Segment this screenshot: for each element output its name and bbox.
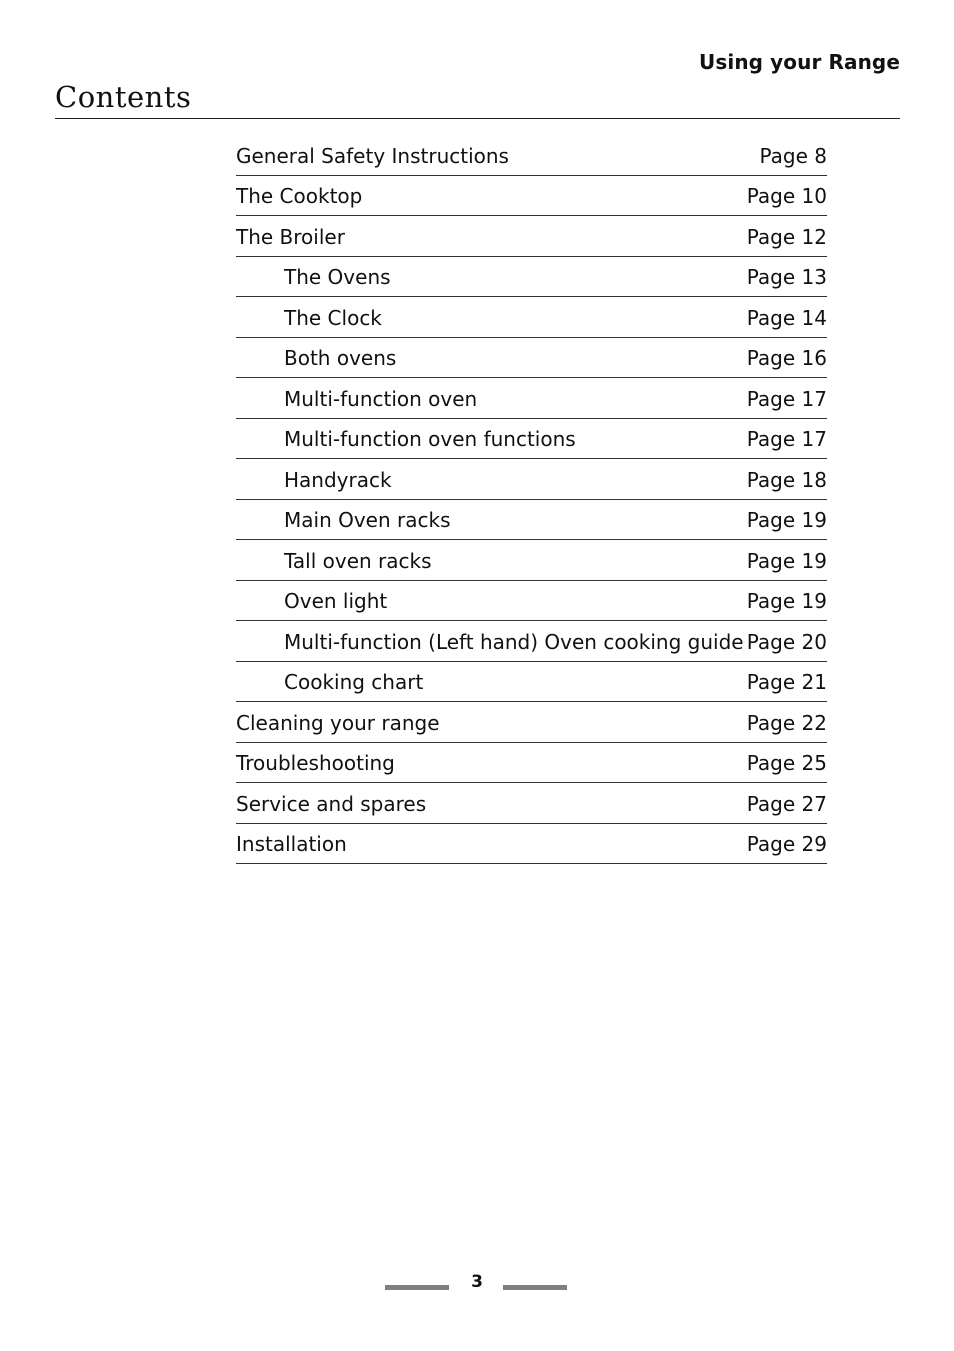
toc-row[interactable] (236, 662, 827, 703)
toc-entry-label: Troubleshooting (236, 751, 395, 775)
toc-entry-page: Page 13 (746, 265, 827, 289)
section-title: Using your Range (699, 50, 900, 74)
toc-row[interactable] (236, 135, 827, 176)
toc-row[interactable] (236, 702, 827, 743)
toc-entry-label: Service and spares (236, 791, 427, 816)
toc-entry-page: Page 22 (746, 710, 827, 735)
footer-bar-left (385, 1285, 449, 1290)
toc-entry-page: Page 17 (746, 386, 827, 411)
toc-entry-label: Multi-function (Left hand) Oven cooking guide (284, 629, 744, 654)
toc-entry-label: General Safety Instructions (236, 143, 509, 168)
toc-entry-page: Page 19 (746, 589, 827, 613)
toc-row[interactable] (236, 216, 827, 257)
toc-row[interactable] (236, 824, 827, 865)
toc-entry-page: Page 25 (746, 751, 827, 775)
toc-entry-page: Page 8 (759, 143, 827, 168)
toc-entry-label: Oven light (284, 589, 388, 613)
toc-entry-page: Page 20 (746, 629, 827, 654)
toc-entry-page: Page 21 (746, 670, 827, 694)
toc-row[interactable] (236, 297, 827, 338)
toc-row[interactable] (236, 581, 827, 622)
toc-entry-label: The Clock (284, 305, 382, 330)
toc-entry-label: Multi-function oven functions (284, 427, 576, 451)
toc-row[interactable] (236, 459, 827, 500)
toc-entry-label: Multi-function oven (284, 386, 478, 411)
toc-entry-page: Page 17 (746, 427, 827, 451)
toc-entry-label: Handyrack (284, 467, 392, 492)
toc-entry-label: Both ovens (284, 346, 397, 370)
toc-entry-label: Cleaning your range (236, 710, 440, 735)
page-title: Contents (55, 80, 192, 114)
page-number: 3 (471, 1272, 483, 1292)
toc-entry-page: Page 16 (746, 346, 827, 370)
toc-entry-page: Page 18 (746, 467, 827, 492)
toc-entry-page: Page 19 (746, 508, 827, 532)
toc-entry-page: Page 27 (746, 791, 827, 816)
toc-entry-page: Page 29 (746, 832, 827, 856)
toc-row[interactable] (236, 176, 827, 217)
toc-entry-label: The Cooktop (236, 184, 363, 208)
toc-row[interactable] (236, 621, 827, 662)
footer-bar-right (503, 1285, 567, 1290)
toc-row[interactable] (236, 500, 827, 541)
toc-entry-label: Main Oven racks (284, 508, 451, 532)
toc-entry-label: The Ovens (284, 265, 391, 289)
toc-entry-label: Cooking chart (284, 670, 424, 694)
toc-entry-page: Page 19 (746, 548, 827, 573)
page-footer (0, 1272, 954, 1296)
toc-entry-label: The Broiler (236, 224, 345, 249)
table-of-contents (236, 135, 827, 864)
toc-row[interactable] (236, 743, 827, 784)
toc-row[interactable] (236, 419, 827, 460)
toc-entry-label: Installation (236, 832, 347, 856)
heading-divider (55, 118, 900, 119)
toc-row[interactable] (236, 378, 827, 419)
toc-row[interactable] (236, 257, 827, 298)
toc-row[interactable] (236, 540, 827, 581)
toc-entry-page: Page 14 (746, 305, 827, 330)
toc-entry-page: Page 12 (746, 224, 827, 249)
toc-row[interactable] (236, 783, 827, 824)
toc-entry-label: Tall oven racks (284, 548, 432, 573)
toc-row[interactable] (236, 338, 827, 379)
toc-entry-page: Page 10 (746, 184, 827, 208)
